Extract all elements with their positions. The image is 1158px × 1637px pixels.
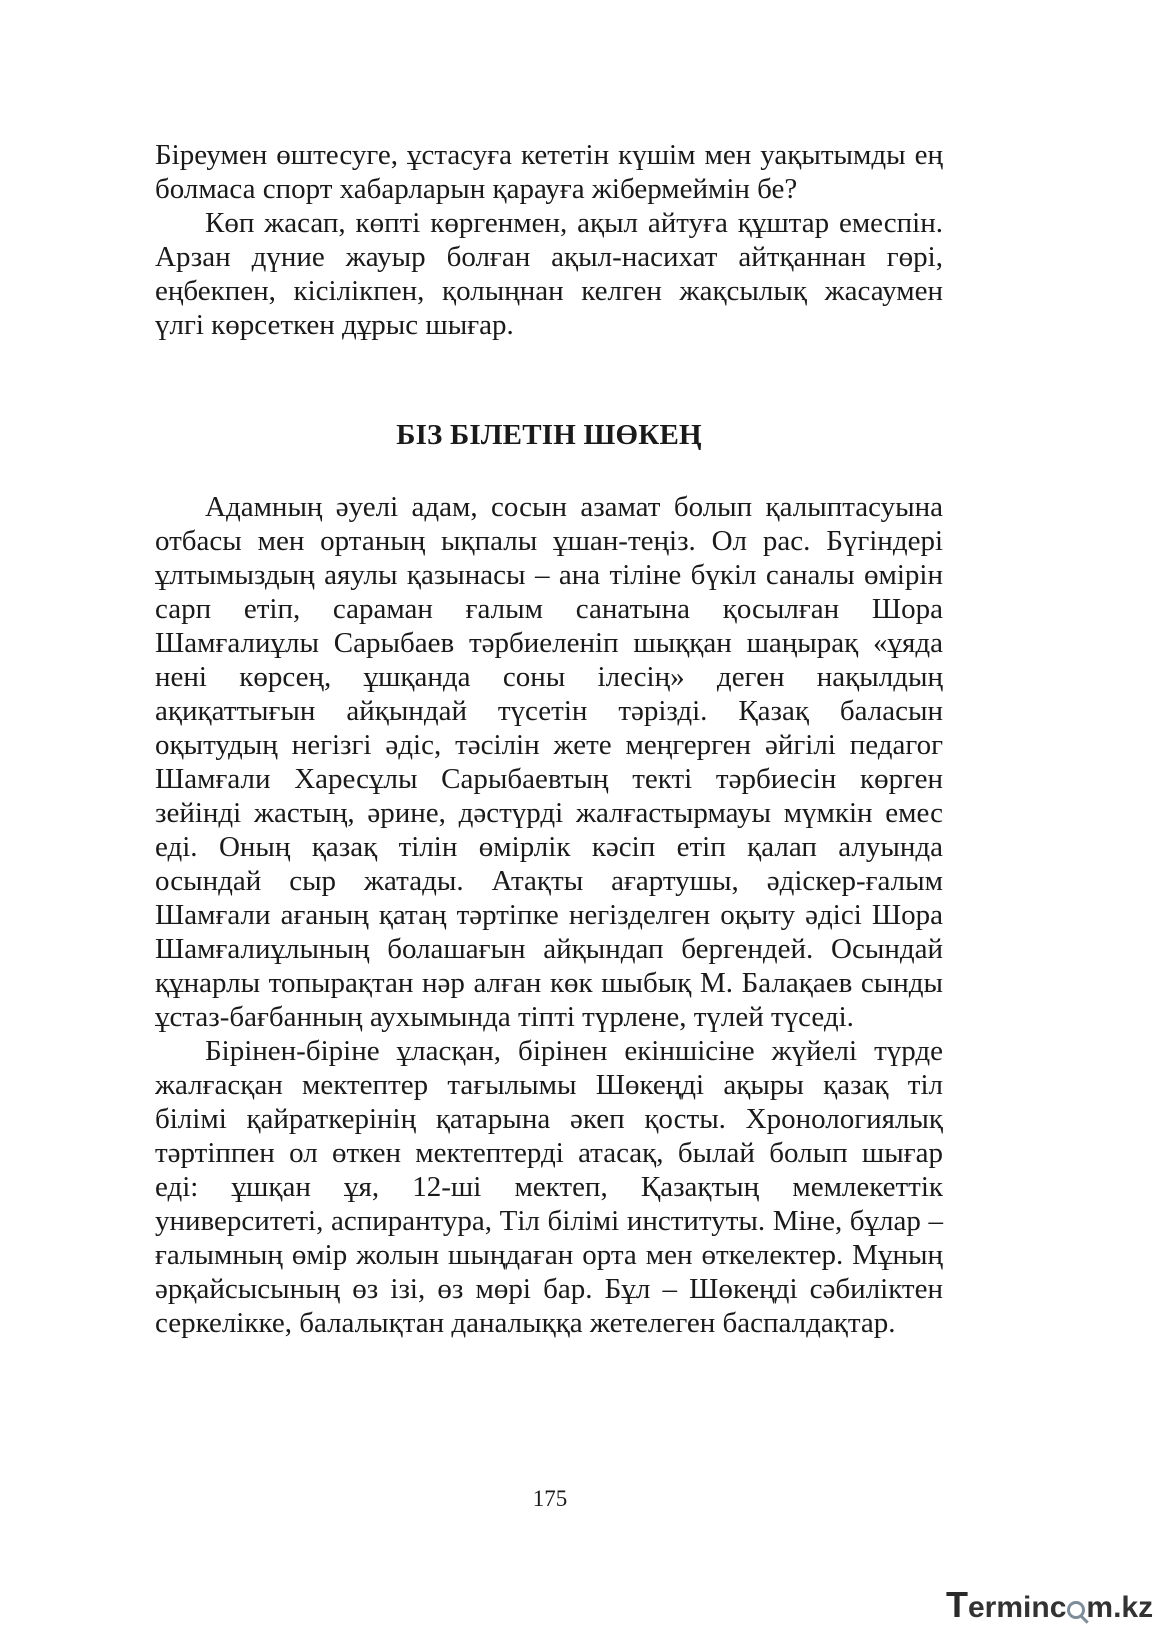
section-title: БІЗ БІЛЕТІН ШӨКЕҢ bbox=[396, 419, 702, 451]
termincom-watermark: Terminc m.kz bbox=[946, 1584, 1154, 1625]
watermark-letter-t: T bbox=[946, 1584, 968, 1625]
paragraph-continued: Біреумен өштесуге, ұстасуға кететін күшім мен уақытымды ең болмаса спорт хабарларын қарауға жібермеймін бе? bbox=[155, 139, 943, 205]
watermark-text-start: ermin bbox=[968, 1591, 1050, 1624]
paragraph: Адамның әуелі адам, сосын азамат болып қалыптасуына отбасы мен ортаның ықпалы ұшан-теңіз. Ол рас. Бүгіндері ұлтымыздың аяулы қазынасы – ана тіліне бүкіл саналы өмірін сарп етіп, сараман ғалым санатына қосылған Шора Шамғалиұлы Сарыбаев тәрбиеленіп шыққан шаңырақ «ұяда нені көрсең, ұшқанда соны ілесің» деген нақылдың ақиқаттығын айқындай түсетін тәрізді. Қазақ баласын оқытудың негізгі әдіс, тәсілін жете меңгерген әйгілі педагог Шамғали Харесұлы Сарыбаевтың текті тәрбиесін көрген зейінді жастың, әрине, дәстүрді жалғастырмауы мүмкін емес еді. Оның қазақ тілін өмірлік кәсіп етіп қалап алуында осындай сыр жатады. Атақты ағартушы, әдіскер-ғалым Шамғали ағаның қатаң тәртіпке негізделген оқыту әдісі Шора Шамғалиұлының болашағын айқындап бергендей. Осындай құнарлы топырақтан нәр алған көк шыбық М. Балақаев сынды ұстаз-бағбанның аухымында тіпті түрлене, түлей түседі. bbox=[155, 491, 943, 1033]
paragraph: Көп жасап, көпті көргенмен, ақыл айтуға құштар емеспін. Арзан дүние жауыр болған ақыл-насихат айтқаннан гөрі, еңбекпен, кісілікпен, қолыңнан келген жақсылық жасаумен үлгі көрсеткен дұрыс шығар. bbox=[155, 207, 943, 341]
paragraph: Бірінен-біріне ұласқан, бірінен екіншісіне жүйелі түрде жалғасқан мектептер тағылымы Шөкеңді ақыры қазақ тіл білімі қайраткерінің қатарына әкеп қосты. Хронологиялық тәртіппен ол өткен мектептерді атасақ, былай болып шығар еді: ұшқан ұя, 12-ші мектеп, Қазақтың мемлекеттік университеті, аспирантура, Тіл білімі институты. Міне, бұлар – ғалымның өмір жолын шыңдаған орта мен өткелектер. Мұның әрқайсысының өз ізі, өз мөрі бар. Бұл – Шөкеңді сәбиліктен серкелікке, балалықтан даналыққа жетелеген баспалдақтар. bbox=[155, 1035, 943, 1339]
section-text-block bbox=[155, 490, 943, 1340]
watermark-text-end: m.kz bbox=[1086, 1591, 1154, 1624]
page-number: 175 bbox=[532, 1486, 568, 1511]
top-text-block bbox=[155, 138, 943, 342]
magnifier-icon bbox=[1067, 1601, 1085, 1619]
